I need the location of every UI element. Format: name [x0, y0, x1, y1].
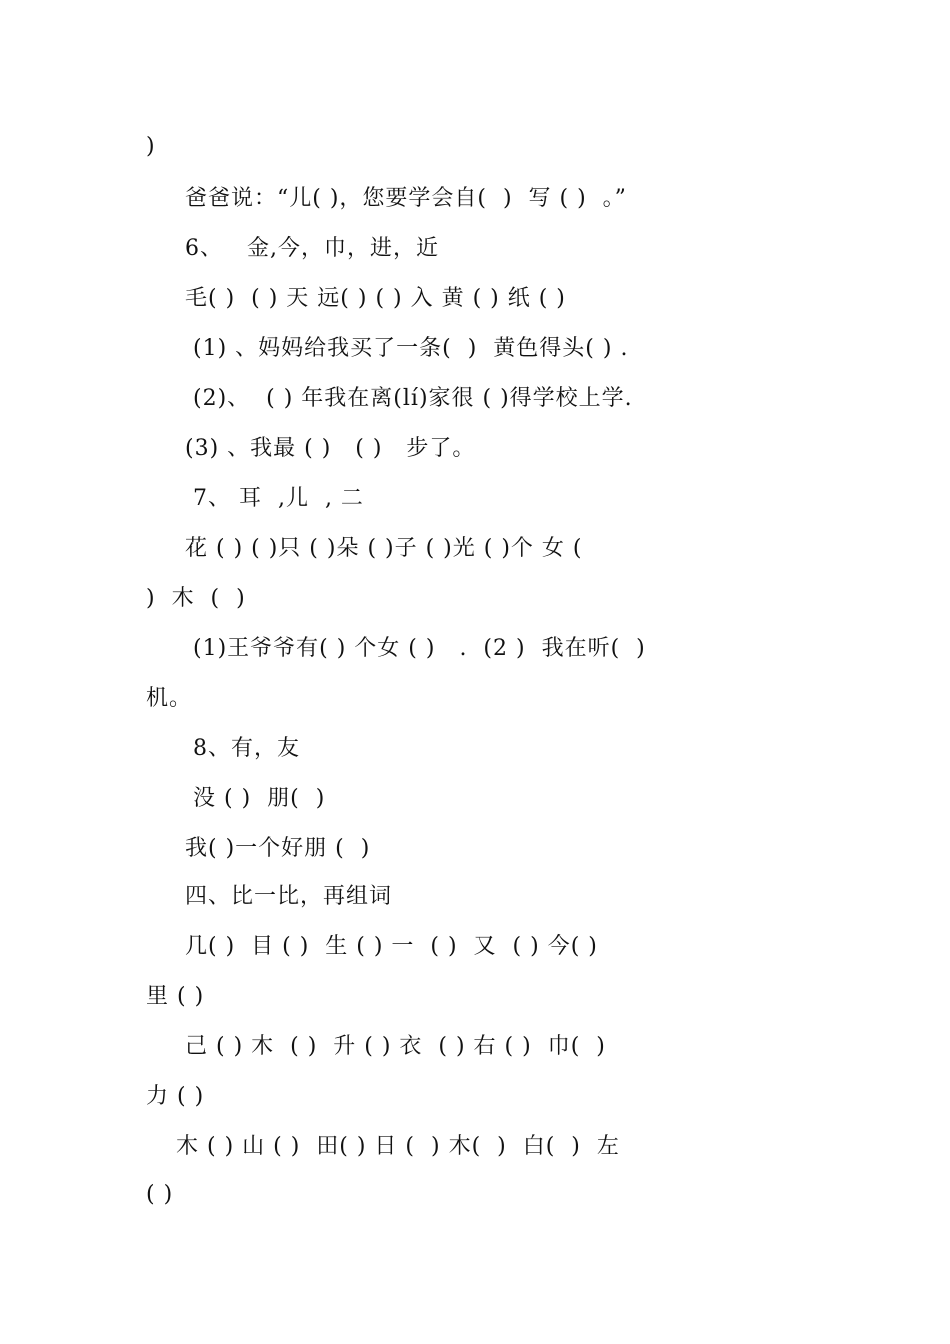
text-line-5: (1) 、妈妈给我买了一条( ) 黄色得头( ) . — [185, 336, 629, 361]
section-4-heading: 四、比一比，再组词 — [185, 884, 393, 909]
text-line-4: 毛( ) ( ) 天 远( ) ( ) 入 黄 ( ) 纸 ( ) — [185, 286, 566, 311]
text-line-10: ) 木 ( ) — [146, 586, 246, 611]
text-line-19: 己 ( ) 木 ( ) 升 ( ) 衣 ( ) 右 ( ) 巾( ) — [185, 1034, 606, 1059]
question-6-heading: 6、 金,今，巾，进，近 — [185, 236, 439, 261]
text-line-7: (3) 、我最 ( ) ( ) 步了。 — [185, 436, 476, 461]
text-line-14: 没 ( ) 朋( ) — [185, 786, 326, 811]
question-7-heading: 7、 耳 ,儿 , 二 — [185, 486, 364, 511]
text-line-15: 我( )一个好朋 ( ) — [185, 836, 371, 861]
text-line-20: 力 ( ) — [146, 1084, 205, 1109]
text-line-22: ( ) — [146, 1182, 174, 1207]
text-line-18: 里 ( ) — [146, 984, 205, 1009]
text-line-11: (1)王爷爷有( ) 个女 ( ) . (2 ) 我在听( ) — [185, 636, 646, 661]
text-line-17: 几( ) 目 ( ) 生 ( ) 一 ( ) 又 ( ) 今( ) — [185, 934, 598, 959]
text-line-9: 花 ( ) ( )只 ( )朵 ( )子 ( )光 ( )个 女 ( — [185, 536, 583, 561]
text-line-21: 木 ( ) 山 ( ) 田( ) 日 ( ) 木( ) 白( ) 左 — [168, 1134, 620, 1159]
text-line-6: (2)、 ( ) 年我在离(lí)家很 ( )得学校上学. — [185, 386, 633, 411]
text-line-1: ) — [146, 134, 156, 159]
text-line-12: 机。 — [146, 686, 193, 711]
question-8-heading: 8、有，友 — [185, 736, 300, 761]
text-line-2: 爸爸说：“儿( )，您要学会自( ) 写 ( ) 。” — [185, 186, 627, 211]
